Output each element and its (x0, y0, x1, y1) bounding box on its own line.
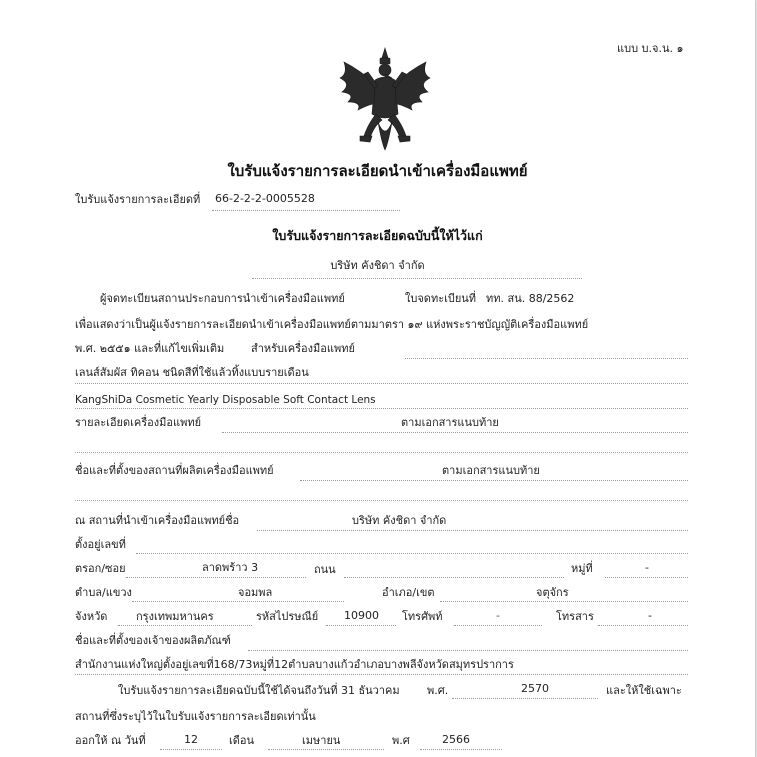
for-device-label: สำหรับเครื่องมือแพทย์ (251, 342, 355, 355)
moo-value: - (645, 561, 649, 574)
phone-label: โทรศัพท์ (402, 610, 443, 623)
address-no-line (136, 553, 688, 554)
alley-value: ลาดพร้าว 3 (202, 561, 259, 574)
device-thai-line (75, 383, 688, 384)
license-label: ใบจดทะเบียนที่ (405, 292, 477, 305)
fax-value: - (648, 609, 652, 622)
issue-year-line (420, 749, 502, 750)
licensee-text: ผู้จดทะเบียนสถานประกอบการนำเข้าเครื่องมือแพทย์ (100, 292, 345, 305)
district-label: อำเภอ/เขต (382, 586, 435, 599)
garuda-emblem-icon (330, 44, 440, 154)
alley-line (126, 577, 306, 578)
details-line-2 (75, 452, 688, 453)
import-site-value: บริษัท คังชิดา จำกัด (352, 514, 447, 527)
device-name-english: KangShiDa Cosmetic Yearly Disposable Soft Contact Lens (75, 394, 376, 406)
phone-line (454, 625, 542, 626)
for-device-line (405, 358, 688, 359)
issue-day: 12 (184, 733, 198, 746)
validity-be-label: พ.ศ. (427, 684, 449, 697)
import-site-label: ณ สถานที่นำเข้าเครื่องมือแพทย์ชื่อ (75, 514, 240, 527)
receipt-number: 66-2-2-2-0005528 (215, 192, 315, 205)
device-english-line (75, 408, 688, 409)
issue-month-line (268, 749, 384, 750)
company-name-line (252, 278, 582, 279)
owner-address-label: ชื่อและที่ตั้งของเจ้าของผลิตภัณฑ์ (75, 634, 231, 647)
validity-year: 2570 (521, 682, 549, 695)
issued-heading: ใบรับแจ้งรายการละเอียดฉบับนี้ให้ไว้แก่ (272, 228, 483, 243)
address-no-label: ตั้งอยู่เลขที่ (75, 538, 126, 551)
owner-address-value: สำนักงานแห่งใหญ่ตั้งอยู่เลขที่168/73หมู่ที่12ตำบลบางแก้วอำเภอบางพลีจังหวัดสมุทรปราการ (75, 658, 514, 671)
road-label: ถนน (314, 563, 336, 576)
province-label: จังหวัด (75, 610, 108, 623)
road-line (344, 577, 564, 578)
owner-address-line (248, 650, 688, 651)
receipt-number-line (212, 210, 400, 211)
moo-label: หมู่ที่ (571, 562, 593, 575)
moo-line (605, 577, 688, 578)
receipt-label: ใบรับแจ้งรายการละเอียดที่ (75, 193, 201, 206)
details-value: ตามเอกสารแนบท้าย (401, 416, 499, 429)
device-name-thai: เลนส์สัมผัส ทิคอน ชนิดสีที่ใช้แล้วทิ้งแบบรายเดือน (75, 366, 309, 379)
issue-day-line (160, 749, 222, 750)
validity-suffix: และให้ใช้เฉพาะ (606, 684, 682, 697)
province-line (118, 625, 252, 626)
province-value: กรุงเทพมหานคร (136, 610, 214, 623)
import-site-line (257, 530, 688, 531)
subdistrict-label: ตำบล/แขวง (75, 586, 132, 599)
details-label: รายละเอียดเครื่องมือแพทย์ (75, 416, 202, 429)
form-code: แบบ บ.จ.น. ๑ (617, 42, 684, 55)
postal-label: รหัสไปรษณีย์ (256, 610, 319, 623)
issue-year: 2566 (442, 733, 470, 746)
license-number: ทท. สน. 88/2562 (486, 292, 575, 305)
district-line (440, 601, 688, 602)
district-value: จตุจักร (536, 586, 569, 599)
fax-line (598, 625, 688, 626)
details-line (222, 432, 688, 433)
fax-label: โทรสาร (556, 610, 594, 623)
owner-address-value-line (75, 674, 688, 675)
alley-label: ตรอก/ซอย (75, 562, 126, 575)
issue-month-label: เดือน (229, 734, 255, 747)
issue-year-label: พ.ศ (392, 734, 410, 747)
issue-month: เมษายน (302, 734, 341, 747)
validity-text: ใบรับแจ้งรายการละเอียดฉบับนี้ใช้ได้จนถึงวันที่ 31 ธันวาคม (118, 684, 400, 697)
phone-value: - (496, 609, 500, 622)
postal-value: 10900 (344, 609, 379, 622)
manufacturer-line-2 (75, 500, 688, 501)
subdistrict-value: จอมพล (238, 586, 273, 599)
purpose-text: เพื่อแสดงว่าเป็นผู้แจ้งรายการละเอียดนำเข้าเครื่องมือแพทย์ตามมาตรา ๑๙ แห่งพระราชบัญญัติเครื่องมือแพทย์ (75, 318, 589, 331)
subdistrict-line (132, 601, 344, 602)
company-name: บริษัท คังชิดา จำกัด (330, 259, 425, 272)
manufacturer-value: ตามเอกสารแนบท้าย (442, 464, 540, 477)
validity-line2: สถานที่ซึ่งระบุไว้ในใบรับแจ้งรายการละเอียดเท่านั้น (75, 710, 316, 723)
issue-date-label: ออกให้ ณ วันที่ (75, 734, 146, 747)
document-title: ใบรับแจ้งรายการละเอียดนำเข้าเครื่องมือแพทย์ (227, 162, 528, 180)
postal-line (326, 625, 396, 626)
manufacturer-label: ชื่อและที่ตั้งของสถานที่ผลิตเครื่องมือแพทย์ (75, 464, 274, 477)
manufacturer-line (300, 480, 688, 481)
validity-year-line (452, 698, 598, 699)
act-text: พ.ศ. ๒๕๕๑ และที่แก้ไขเพิ่มเติม (75, 342, 225, 355)
